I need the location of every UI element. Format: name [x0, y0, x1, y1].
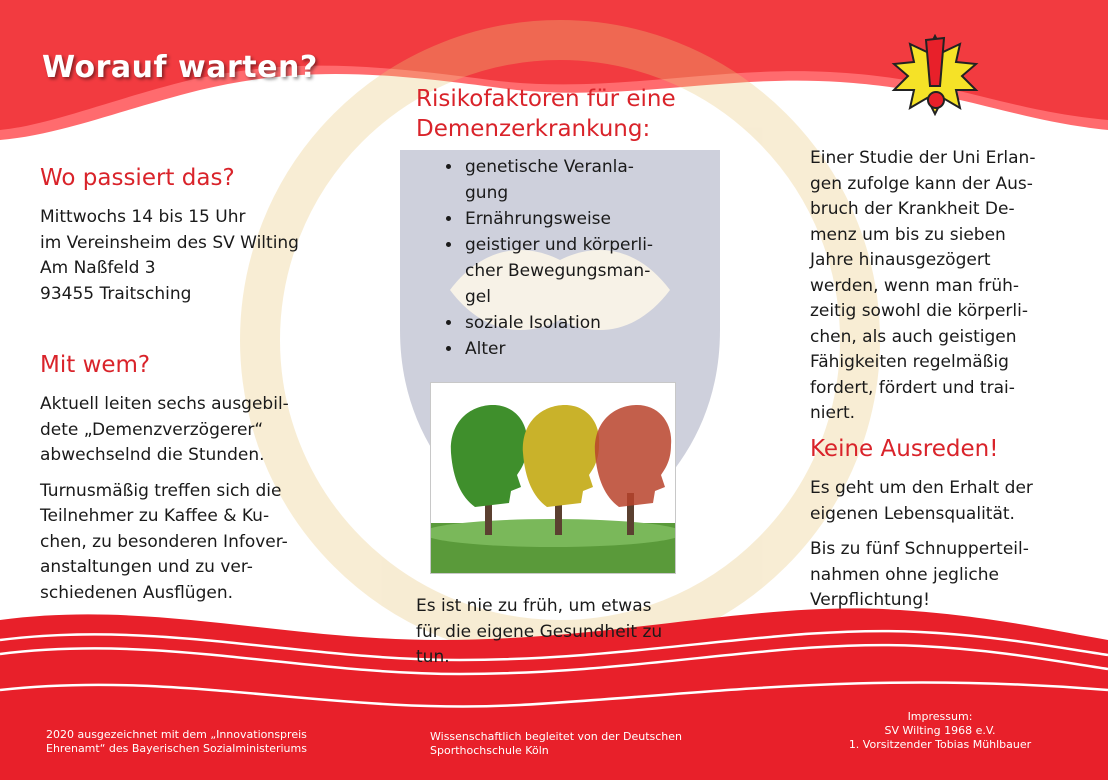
item-line: • Alter [465, 339, 506, 359]
text-line: abwechselnd die Stunden. [40, 445, 265, 465]
exclamation-burst-icon [890, 34, 980, 116]
list-item [463, 206, 713, 232]
who-section [40, 352, 340, 606]
footer-line: Impressum: [907, 710, 973, 723]
text-line: Verpflichtung! [810, 590, 930, 610]
item-line: • Ernährungsweise [465, 209, 611, 229]
text-line: anstaltungen und zu ver- [40, 557, 253, 577]
text-line: fordert, fördert und trai- [810, 377, 1015, 398]
text-line: nahmen ohne jegliche [810, 564, 999, 585]
footer-line: 1. Vorsitzender Tobias Mühlbauer [848, 738, 1032, 751]
list-item [463, 154, 713, 206]
text-line: zeitig sowohl die körperli- [810, 301, 1028, 321]
text-line: Jahre hinausgezögert [810, 250, 991, 270]
footer-award [46, 728, 307, 756]
item-line: gung [465, 183, 509, 203]
list-item [463, 310, 713, 336]
text-line: chen, als auch geistigen [810, 326, 1017, 347]
item-line: • soziale Isolation [465, 313, 601, 333]
footer-line: Ehrenamt“ des Bayerischen Sozialministeriums [46, 742, 307, 755]
where-text [40, 205, 340, 307]
footer-line: Wissenschaftlich begleitet von der Deutschen [430, 730, 682, 743]
text-line: dete „Demenzverzögerer“ [40, 419, 264, 440]
text-line: Teilnehmer zu Kaffee & Ku- [40, 506, 270, 526]
study-text [810, 146, 1090, 427]
page-title: Worauf warten? [42, 50, 318, 85]
text-line: Aktuell leiten sechs ausgebil- [40, 394, 289, 414]
text-line: gen zufolge kann der Aus- [810, 173, 1033, 194]
who-paragraph-1 [40, 392, 340, 469]
closing-text [416, 594, 706, 671]
footer-impressum [830, 710, 1050, 752]
risk-section [416, 84, 716, 144]
text-line: bruch der Krankheit De- [810, 199, 1015, 219]
text-line: chen, zu besonderen Infover- [40, 531, 288, 552]
text-line: eigenen Lebensqualität. [810, 503, 1015, 524]
excuses-section [810, 436, 1090, 614]
footer-line: SV Wilting 1968 e.V. [884, 724, 996, 737]
text-line: niert. [810, 403, 856, 423]
text-line: tun. [416, 647, 450, 667]
text-line: Bis zu fünf Schnupperteil- [810, 539, 1029, 559]
text-line: menz um bis zu sieben [810, 224, 1006, 245]
text-line: Einer Studie der Uni Erlan- [810, 148, 1036, 168]
heading-line: Demenzerkrankung: [416, 116, 651, 142]
footer-line: 2020 ausgezeichnet mit dem „Innovationspreis [46, 728, 307, 741]
where-line: Am Naßfeld 3 [40, 258, 156, 278]
excuses-paragraph-1 [810, 476, 1090, 527]
footer-science [430, 730, 682, 758]
excuses-paragraph-2 [810, 537, 1090, 614]
where-line: 93455 Traitsching [40, 283, 192, 304]
list-item [463, 232, 713, 310]
text-line: für die eigene Gesundheit zu [416, 621, 663, 642]
aging-brain-trees-image [430, 382, 676, 574]
who-heading: Mit wem? [40, 352, 151, 378]
item-line: • geistiger und körperli- [465, 235, 654, 255]
where-section [40, 165, 340, 307]
who-paragraph-2 [40, 479, 340, 607]
text-line: Turnusmäßig treffen sich die [40, 480, 282, 501]
excuses-heading: Keine Ausreden! [810, 436, 999, 462]
text-line: werden, wenn man früh- [810, 275, 1020, 296]
heading-line: Risikofaktoren für eine [416, 86, 676, 112]
item-line: • genetische Veranla- [465, 157, 634, 177]
text-line: Es ist nie zu früh, um etwas [416, 596, 652, 616]
text-line: schiedenen Ausflügen. [40, 582, 233, 603]
item-line: gel [465, 287, 491, 307]
where-line: im Vereinsheim des SV Wilting [40, 232, 299, 253]
list-item [463, 336, 713, 362]
footer-line: Sporthochschule Köln [430, 744, 549, 757]
text-line: Es geht um den Erhalt der [810, 478, 1033, 498]
where-line: Mittwochs 14 bis 15 Uhr [40, 207, 246, 227]
where-heading: Wo passiert das? [40, 165, 235, 191]
item-line: cher Bewegungsman- [465, 261, 651, 281]
text-line: Fähigkeiten regelmäßig [810, 352, 1009, 372]
risk-list [441, 154, 713, 362]
risk-heading [416, 84, 716, 144]
